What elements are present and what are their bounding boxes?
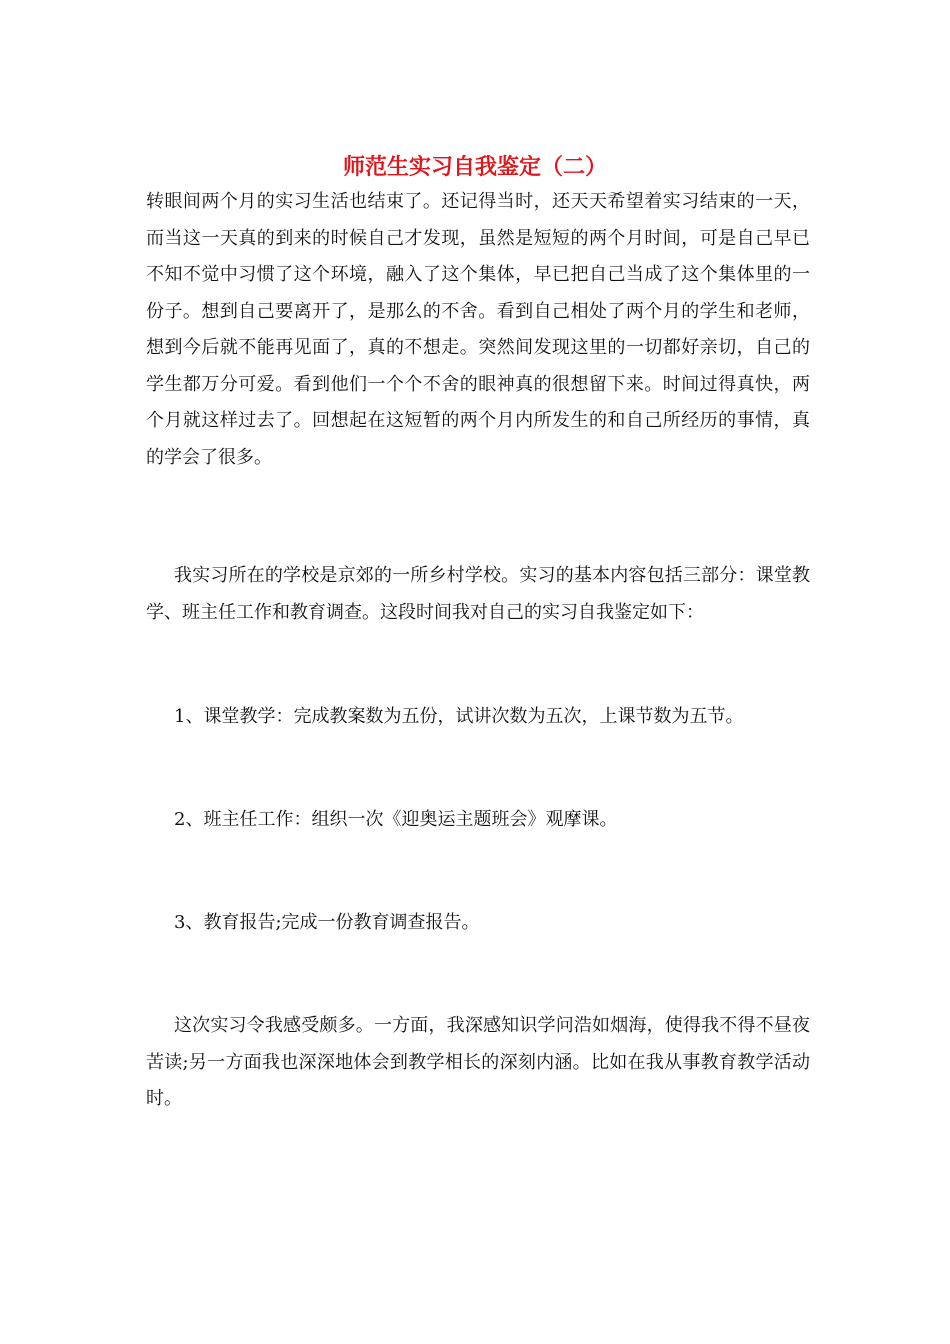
paragraph-school: 我实习所在的学校是京郊的一所乡村学校。实习的基本内容包括三部分：课堂教学、班主任工作和教育调查。这段时间我对自己的实习自我鉴定如下： — [146, 565, 810, 623]
paragraph-intro: 转眼间两个月的实习生活也结束了。还记得当时，还天天希望着实习结束的一天，而当这一天真的到来的时候自己才发现，虽然是短短的两个月时间，可是自己早已不知不觉中习惯了这个环境，融入了这个集体，早已把自己当成了这个集体里的一份子。想到自己要离开了，是那么的不舍。看到自己相处了两个月的学生和老师，想到今后就不能再见面了，真的不想走。突然间发现这里的一切都好亲切，自己的学生都万分可爱。看到他们一个个不舍的眼神真的很想留下来。时间过得真快，两个月就这样过去了。回想起在这短暂的两个月内所发生的和自己所经历的事情，真的学会了很多。 — [146, 191, 810, 468]
document-title: 师范生实习自我鉴定（二） — [342, 154, 607, 180]
paragraph-reflection: 这次实习令我感受颇多。一方面，我深感知识学问浩如烟海，使得我不得不昼夜苦读;另一方面我也深深地体会到教学相长的深刻内涵。比如在我从事教育教学活动时。 — [146, 1015, 810, 1109]
paragraph-item-report: 3、教育报告;完成一份教育调查报告。 — [174, 912, 480, 933]
paragraph-item-class-teacher: 2、班主任工作：组织一次《迎奥运主题班会》观摩课。 — [174, 809, 618, 830]
paragraph-item-teaching: 1、课堂教学：完成教案数为五份，试讲次数为五次，上课节数为五节。 — [174, 706, 744, 727]
